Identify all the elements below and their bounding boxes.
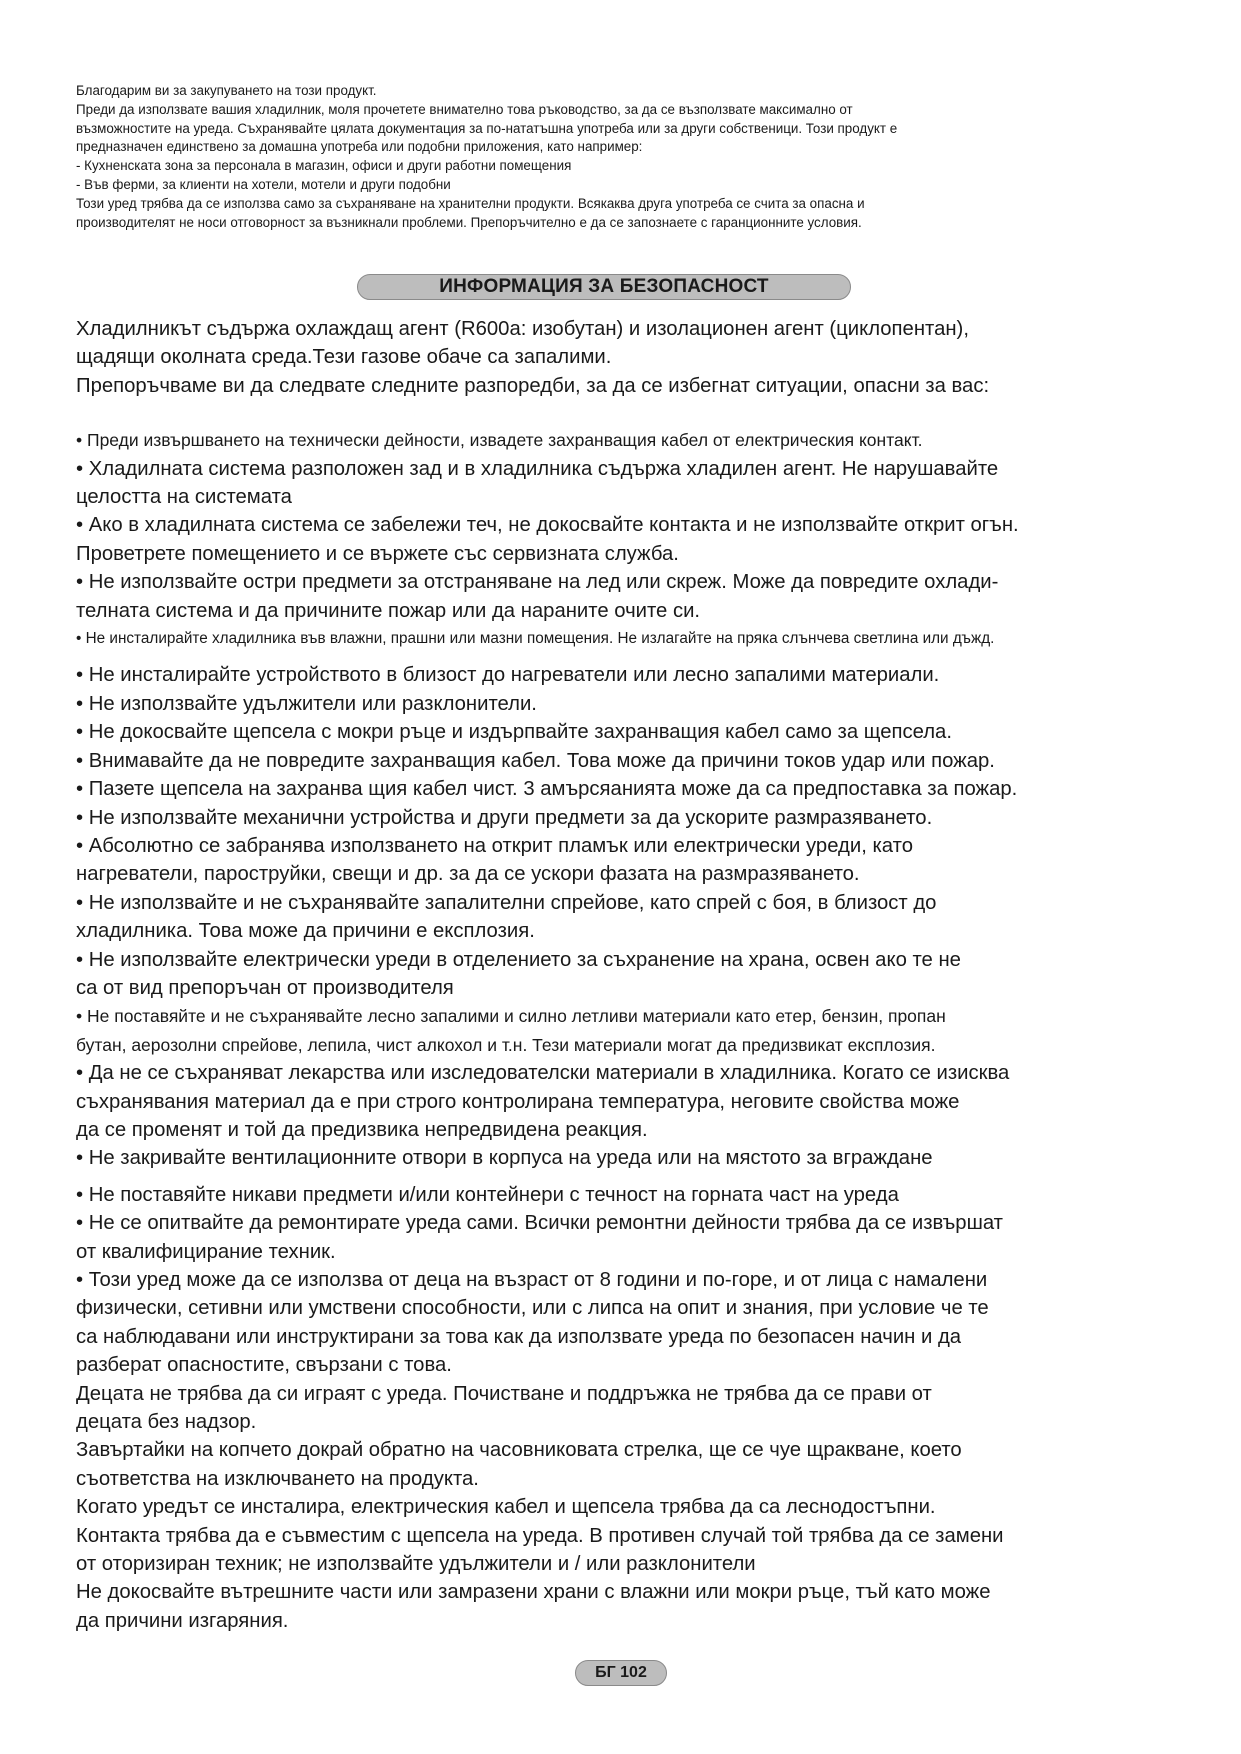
bullet-line: • Не докосвайте щепсела с мокри ръце и издърпвайте захранващия кабел само за щепсела. — [76, 721, 952, 744]
intro-line: Преди да използвате вашия хладилник, моля прочетете внимателно това ръководство, за да се възползвате максимално от — [76, 101, 853, 117]
bullet-line: • Да не се съхраняват лекарства или изследователски материали в хладилника. Когато се изисква — [76, 1062, 1010, 1085]
text-line: Децата не трябва да си играят с уреда. Почистване и поддръжка не трябва да се прави от — [76, 1382, 932, 1405]
text-line: бутан, аерозолни спрейове, лепила, чист алкохол и т.н. Тези материали могат да предизвикат експлозия. — [76, 1034, 936, 1055]
bullet-line: • Не поставяйте никави предмети и/или контейнери с течност на горната част на уреда — [76, 1183, 899, 1206]
lead-line: щадящи околната среда.Тези газове обаче са запалими. — [76, 346, 612, 369]
bullet-line: • Не използвайте удължители или разклонители. — [76, 692, 537, 715]
text-line: да се променят и той да предизвика непредвидена реакция. — [76, 1118, 648, 1141]
safety-text — [76, 315, 1166, 1635]
intro-line: - Кухненската зона за персонала в магазин, офиси и други работни помещения — [76, 158, 572, 174]
bullet-line: • Внимавайте да не повредите захранващия кабел. Това може да причини токов удар или пожар. — [76, 749, 995, 772]
bullet-line: • Не инсталирайте устройството в близост до нагреватели или лесно запалими материали. — [76, 664, 940, 687]
text-line: хладилника. Това може да причини е експлозия. — [76, 920, 535, 943]
text-line: Проветрете помещението и се вържете със сервизната служба. — [76, 542, 679, 565]
text-line: Не докосвайте вътрешните части или замразени храни с влажни или мокри ръце, тъй като може — [76, 1581, 991, 1604]
text-line: разберат опасностите, свързани с това. — [76, 1354, 452, 1377]
section-title: ИНФОРМАЦИЯ ЗА БЕЗОПАСНОСТ — [357, 274, 851, 300]
bullet-line: • Абсолютно се забранява използването на открит пламък или електрически уреди, като — [76, 834, 913, 857]
intro-line: Благодарим ви за закупуването на този продукт. — [76, 83, 377, 98]
bullet-line: • Ако в хладилната система се забележи теч, не докосвайте контакта и не използвайте открит огън. — [76, 514, 1019, 537]
bullet-line: • Не използвайте остри предмети за отстраняване на лед или скреж. Може да повредите охлади- — [76, 571, 999, 594]
bullet-line: • Хладилната система разположен зад и в хладилника съдържа хладилен агент. Не нарушавайте — [76, 457, 999, 480]
intro-line: предназначен единствено за домашна употреба или подобни приложения, като например: — [76, 139, 643, 155]
bullet-line: • Този уред може да се използва от деца на възраст от 8 години и по-горе, и от лица с намалени — [76, 1269, 988, 1291]
text-line: са наблюдавани или инструктирани за това как да използвате уреда по безопасен начин и да — [76, 1325, 962, 1348]
text-line: съхранявания материал да е при строго контролирана температура, неговите свойства може — [76, 1090, 960, 1113]
bullet-line: • Не използвайте и не съхранявайте запалителни спрейове, като спрей с боя, в близост до — [76, 891, 937, 914]
text-line: са от вид препоръчан от производителя — [76, 976, 454, 999]
text-line: нагреватели, пароструйки, свещи и др. за да се ускори фазата на размразяването. — [76, 863, 860, 886]
text-line: телната система и да причините пожар или да нараните очите си. — [76, 599, 701, 622]
text-line: да причини изгаряния. — [76, 1609, 289, 1632]
text-line: Контакта трябва да е съвместим с щепсела на уреда. В противен случай той трябва да се замени — [76, 1524, 1004, 1547]
bullet-line: • Не поставяйте и не съхранявайте лесно запалими и силно летливи материали като етер, бензин, пропан — [76, 1006, 946, 1027]
bullet-line: • Не използвайте електрически уреди в отделението за съхранение на храна, освен ако те не — [76, 948, 961, 971]
text-line: Завъртайки на копчето докрай обратно на часовниковата стрелка, ще се чуе щракване, което — [76, 1439, 962, 1462]
text-line: от оторизиран техник; не използвайте удължители и / или разклонители — [76, 1553, 756, 1576]
bullet-line: • Пазете щепсела на захранва щия кабел чист. 3 амърсяанията може да са предпоставка за пожар. — [76, 778, 1018, 801]
bullet-line: • Не използвайте механични устройства и други предмети за да ускорите размразяването. — [76, 806, 933, 829]
lead-line: Препоръчваме ви да следвате следните разпоредби, за да се избегнат ситуации, опасни за вас: — [76, 374, 990, 397]
text-line: от квалифицирание техник. — [76, 1240, 336, 1263]
text-line: физически, сетивни или умствени способности, или с липса на опит и знания, при условие че те — [76, 1297, 989, 1320]
intro-line: Този уред трябва да се използва само за съхраняване на хранителни продукти. Всякаква друга употреба се счита за опасна и — [76, 195, 865, 211]
text-line: съответства на изключването на продукта. — [76, 1467, 479, 1490]
intro-text — [76, 82, 1086, 232]
bullet-line: • Преди извършването на технически дейности, извадете захранващия кабел от електрическия контакт. — [76, 430, 923, 451]
lead-line: Хладилникът съдържа охлаждащ агент (R600a: изобутан) и изолационен агент (циклопентан), — [76, 318, 969, 340]
page-number: БГ 102 — [575, 1660, 667, 1686]
spacer — [76, 400, 1166, 426]
intro-line: - Във ферми, за клиенти на хотели, мотели и други подобни — [76, 176, 451, 192]
bullet-line: • Не инсталирайте хладилника във влажни, прашни или мазни помещения. Не излагайте на пряка слънчева светлина или дъжд. — [76, 630, 995, 648]
text-line: децата без надзор. — [76, 1411, 257, 1434]
text-line: Когато уредът се инсталира, електрическия кабел и щепсела трябва да са леснодостъпни. — [76, 1496, 936, 1519]
bullet-line: • Не закривайте вентилационните отвори в корпуса на уреда или на мястото за вграждане — [76, 1147, 933, 1170]
bullet-line: • Не се опитвайте да ремонтирате уреда сами. Всички ремонтни дейности трябва да се извършат — [76, 1212, 1003, 1235]
intro-line: възможностите на уреда. Съхранявайте цялата документация за по-нататъшна употреба или за други собственици. Този продукт е — [76, 120, 898, 136]
intro-line: производителят не носи отговорност за възникнали проблеми. Препоръчително е да се запознаете с гаранционните условия. — [76, 214, 862, 230]
text-line: целостта на системата — [76, 486, 292, 509]
